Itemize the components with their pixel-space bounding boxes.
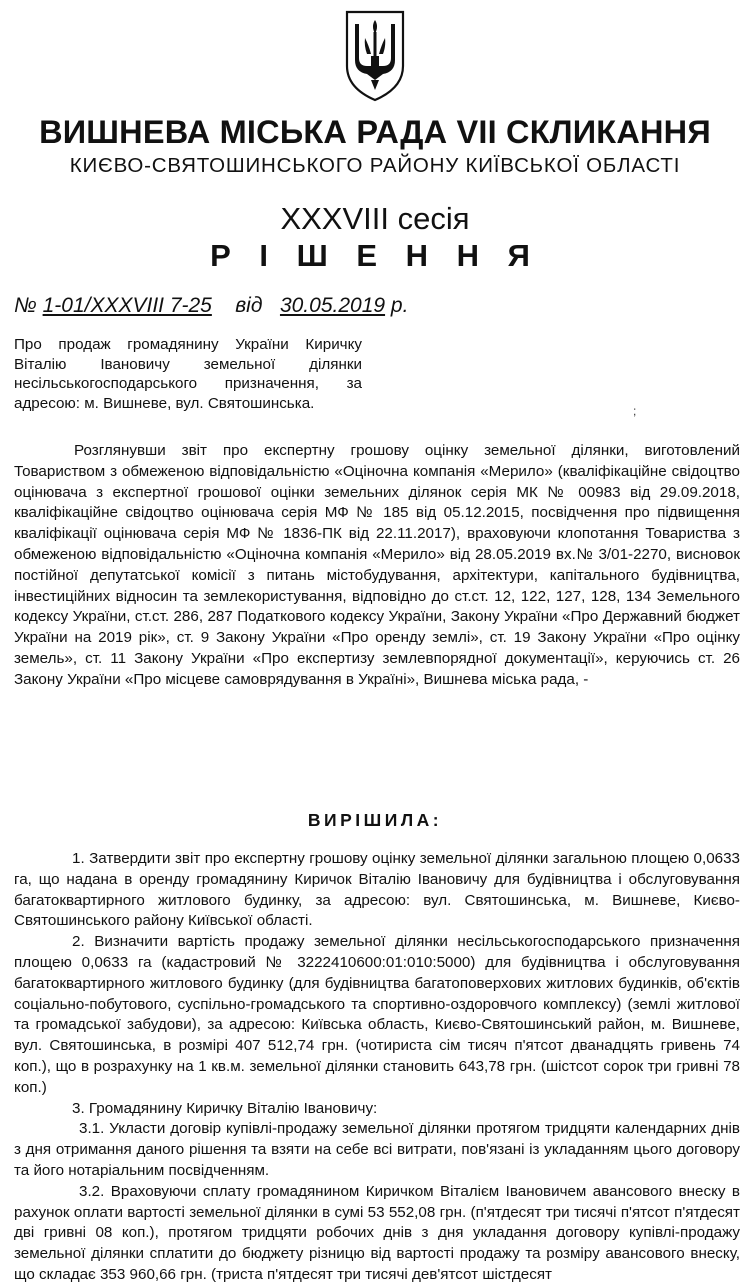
number-prefix: № — [14, 294, 37, 317]
decision-items — [14, 849, 740, 1286]
item-3-1: 3.1. Укласти договір купівлі-продажу земельної ділянки протягом тридцяти календарних днів з дня отримання даного рішення та взяти на себе всі витрати, пов'язані із укладанням цього договору та його нотаріальним посвідченням. — [14, 1120, 740, 1179]
decision-subject: Про продаж громадянину України Киричку Віталію Івановичу земельної ділянки несільськогосподарського призначення, за адресою: м. Вишневе, вул. Святошинська. — [14, 336, 362, 412]
resolved-heading: ВИРІШИЛА: — [307, 810, 443, 830]
council-name: ВИШНЕВА МІСЬКА РАДА VII СКЛИКАННЯ — [39, 114, 711, 150]
preamble-paragraph: Розглянувши звіт про експертну грошову оцінку земельної ділянки, виготовлений Товариством з обмеженою відповідальністю «Оціночна компанія «Мерило» (кваліфікаційне свідоцтво оцінювача з експертної грошової оцінки земельних ділянок серія МК № 00983 від 29.09.2018, кваліфікаційне свідоцтво оцінювача серія МФ № 185 від 05.12.2015, посвідчення про підвищення кваліфікації оцінювача серія МФ № 1836-ПК від 22.11.2017), враховуючи клопотання Товариства з обмеженою відповідальністю «Оціночна компанія «Мерило» від 28.05.2019 вх.№ 3/01-2270, висновок постійної депутатської комісії з питань містобудування, архітектури, капітального будівництва, інвестиційних відносин та землекористування, відповідно до ст.ст. 12, 122, 127, 128, 134 Земельного кодексу України, ст.ст. 286, 287 Податкового кодексу України, Закону України «Про Державний бюджет України на 2019 рік», ст. 9 Закону України «Про оренду землі», ст. 19 Закону України «Про оцінку земель», ст. 11 Закону України «Про експертизу землевпорядної документації», керуючись ст. 26 Закону України «Про місцеве самоврядування в Україні», Вишнева міська рада, - — [14, 442, 740, 688]
decision-number: 1-01/XXXVIII 7-25 — [42, 294, 212, 317]
item-1: 1. Затвердити звіт про експертну грошову оцінку земельної ділянки загальною площею 0,0633 га, що надана в оренду громадянину Киричок Віталію Івановичу для будівництва і обслуговування багатоквартирного житлового будинку, за адресою: вул. Святошинська, м. Вишневе, Києво-Святошинського району Київської області. — [14, 850, 740, 930]
session-title: XXXVIII сесія — [280, 201, 470, 236]
item-3-2: 3.2. Враховуючи сплату громадянином Киричком Віталієм Івановичем авансового внеску в рахунок оплати вартості земельної ділянки в сумі 53 552,08 грн. (п'ятдесят три тисячі п'ятсот п'ятдесят дві гривні 08 коп.), протягом тридцяти робочих днів з дня укладання договору купівлі-продажу земельної ділянки сплатити до бюджету різницю від вартості продажу та розміру авансового внеску, що складає 353 960,66 грн. (триста п'ятдесят три тисячі дев'ятсот шістдесят — [14, 1182, 740, 1283]
document-type-title: Р І Ш Е Н Н Я — [210, 238, 540, 273]
trident-coat-of-arms-icon — [343, 8, 407, 102]
item-3: 3. Громадянину Киричку Віталію Івановичу: — [72, 1099, 378, 1117]
stray-mark: ; — [633, 404, 637, 418]
decision-number-line — [14, 294, 408, 318]
date-suffix: р. — [390, 294, 409, 317]
item-2: 2. Визначити вартість продажу земельної ділянки несільськогосподарського призначення площею 0,0633 га (кадастровий № 3222410600:01:010:5000) для будівництва і обслуговування багатоквартирного житлового будинку (для будівництва багатоповерхових житлових будинків, об'єктів соціально-побутового, суспільно-громадського та спортивно-оздоровчого комплексу) (землі житлової та громадської забудови), за адресою: Київська область, Києво-Святошинський район, м. Вишневе, вул. Святошинська, в розмірі 407 512,74 грн. (чотириста сім тисяч п'ятсот дванадцять гривень 74 коп.), що в розрахунку на 1 кв.м. земельної ділянки становить 643,78 грн. (шістсот сорок три гривні 78 коп.) — [14, 933, 740, 1096]
date-prefix: від — [235, 294, 263, 317]
decision-date: 30.05.2019 — [279, 294, 386, 317]
district-name: КИЄВО-СВЯТОШИНСЬКОГО РАЙОНУ КИЇВСЬКОЇ ОБЛАСТІ — [69, 154, 681, 177]
